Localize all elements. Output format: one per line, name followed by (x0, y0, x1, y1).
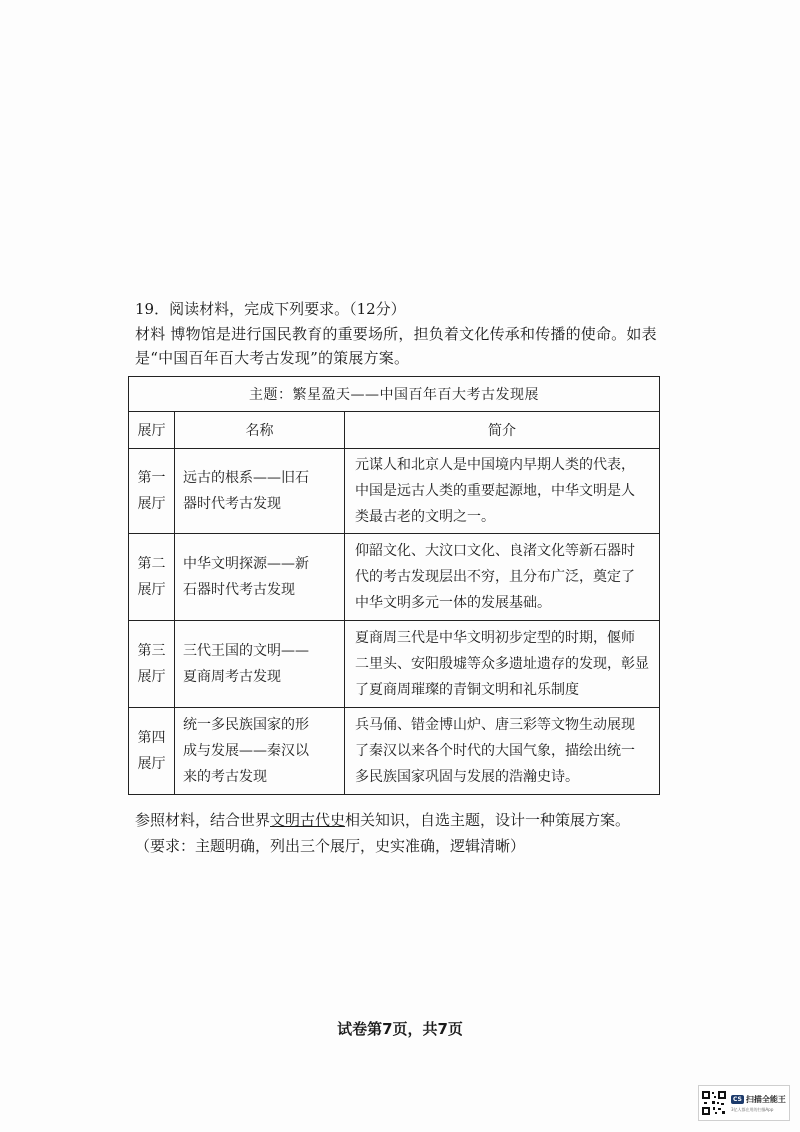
question-header (135, 298, 406, 320)
theme-row (129, 377, 660, 412)
hall-cell: 第四 展厅 (129, 708, 175, 795)
material-text-line1: 博物馆是进行国民教育的重要场所，担负着文化传承和传播的使命。如表 (170, 325, 657, 343)
table-row (129, 534, 660, 621)
underlined-term: 文明古代史 (270, 811, 346, 829)
material-paragraph (135, 322, 665, 370)
page-footer: 试卷第7页，共7页 (337, 1020, 463, 1038)
hall-name-cell: 统一多民族国家的形 成与发展——秦汉以 来的考古发现 (175, 708, 345, 795)
table-header-row (129, 412, 660, 449)
hall-intro-cell: 夏商周三代是中华文明初步定型的时期，偃师 二里头、安阳殷墟等众多遗址遗存的发现，彰显 了夏商周璀璨的青铜文明和礼乐制度 (345, 621, 660, 708)
hall-name-cell: 三代王国的文明—— 夏商周考古发现 (175, 621, 345, 708)
task-instructions (135, 807, 630, 859)
hall-cell: 第二 展厅 (129, 534, 175, 621)
scanner-app-name: 扫描全能王 (745, 1094, 786, 1104)
scanner-tagline: 3亿人都在用的扫描App (731, 1106, 774, 1112)
header-name: 名称 (175, 412, 345, 449)
hall-intro-cell: 兵马俑、错金博山炉、唐三彩等文物生动展现 了秦汉以来各个时代的大国气象，描绘出统一 多民族国家巩固与发展的浩瀚史诗。 (345, 708, 660, 795)
hall-name-cell: 远古的根系——旧石 器时代考古发现 (175, 449, 345, 534)
material-label: 材料 (135, 325, 166, 343)
question-number: 19． (135, 300, 170, 318)
exhibition-theme: 主题：繁星盈天——中国百年百大考古发现展 (129, 377, 660, 412)
header-hall: 展厅 (129, 412, 175, 449)
qr-code-icon (701, 1090, 727, 1116)
table-row (129, 449, 660, 534)
task-requirements: （要求：主题明确，列出三个展厅，史实准确，逻辑清晰） (135, 837, 526, 855)
camscanner-logo-icon: CS (733, 1095, 742, 1103)
hall-name-cell: 中华文明探源——新 石器时代考古发现 (175, 534, 345, 621)
task-line1: 参照材料，结合世界文明古代史相关知识，自选主题，设计一种策展方案。 (135, 811, 631, 829)
table-row (129, 621, 660, 708)
exhibition-plan-table (128, 376, 660, 795)
question-prompt: 阅读材料，完成下列要求。（12分） (169, 300, 406, 318)
hall-intro-cell: 仰韶文化、大汶口文化、良渚文化等新石器时 代的考古发现层出不穷，且分布广泛，奠定了 中华文明多元一体的发展基础。 (345, 534, 660, 621)
header-intro: 简介 (345, 412, 660, 449)
hall-intro-cell: 元谋人和北京人是中国境内早期人类的代表， 中国是远古人类的重要起源地，中华文明是人 类最古老的文明之一。 (345, 449, 660, 534)
table-row (129, 708, 660, 795)
material-text-line2: 是“中国百年百大考古发现”的策展方案。 (135, 349, 410, 367)
hall-cell: 第一 展厅 (129, 449, 175, 534)
hall-cell: 第三 展厅 (129, 621, 175, 708)
scanner-watermark-badge (698, 1085, 790, 1121)
